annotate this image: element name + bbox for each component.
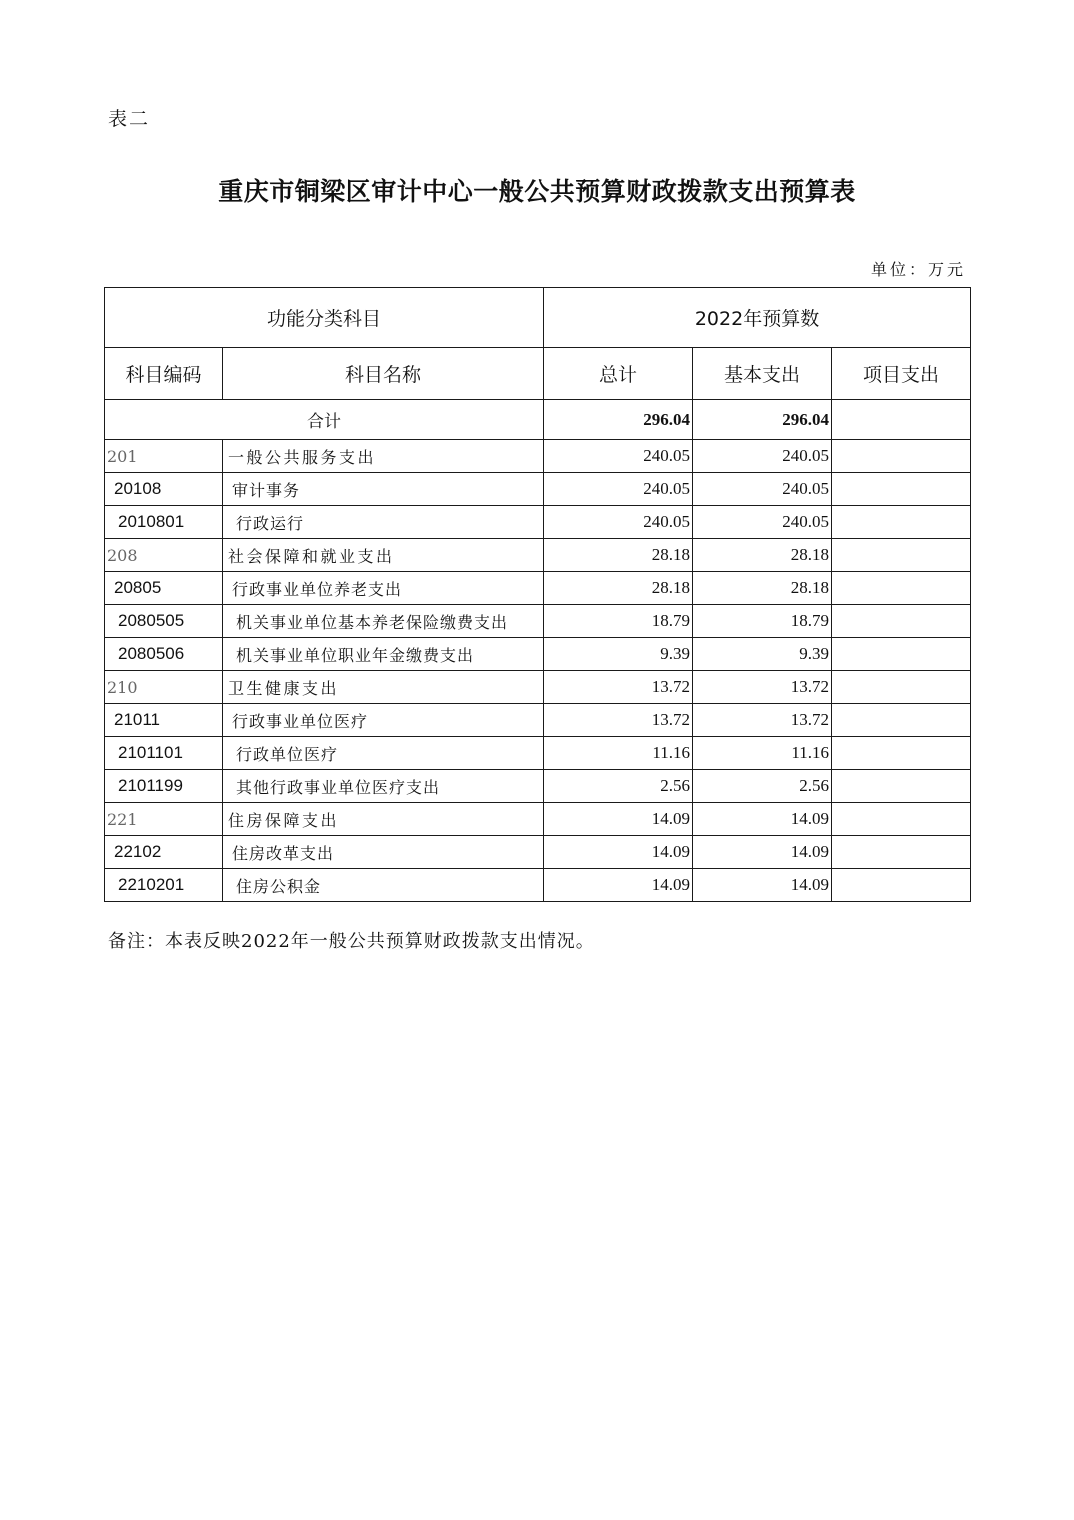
subject-name: 其他行政事业单位医疗支出 [223,770,544,803]
project-expense-value [832,737,971,770]
basic-expense-value: 14.09 [693,836,832,869]
basic-expense-value: 240.05 [693,473,832,506]
basic-expense-value: 18.79 [693,605,832,638]
basic-expense-value: 14.09 [693,803,832,836]
table-row [105,770,971,803]
total-value: 14.09 [544,836,693,869]
project-expense-value [832,770,971,803]
table-row [105,572,971,605]
unit-label: 单位：万元 [870,260,966,279]
basic-expense-value: 240.05 [693,506,832,539]
total-value: 240.05 [544,473,693,506]
header-subject-code: 科目编码 [105,348,223,400]
subject-name: 机关事业单位职业年金缴费支出 [223,638,544,671]
project-expense-value [832,803,971,836]
subject-code: 22102 [105,836,223,869]
project-expense-value [832,539,971,572]
subject-name: 机关事业单位基本养老保险缴费支出 [223,605,544,638]
table-row [105,638,971,671]
basic-expense-value: 11.16 [693,737,832,770]
project-expense-value [832,572,971,605]
subject-code: 208 [105,539,223,572]
table-row [105,836,971,869]
subject-code: 2101101 [105,737,223,770]
table-row [105,704,971,737]
project-expense-value [832,704,971,737]
subject-name: 住房公积金 [223,869,544,902]
subject-name: 一般公共服务支出 [223,440,544,473]
budget-table [104,287,971,902]
total-row [105,400,971,440]
total-label: 合计 [105,400,544,440]
total-value: 14.09 [544,869,693,902]
header-total: 总计 [544,348,693,400]
table-row [105,737,971,770]
basic-expense-value: 28.18 [693,572,832,605]
project-expense-value [832,638,971,671]
header-project-expense: 项目支出 [832,348,971,400]
subject-code: 2210201 [105,869,223,902]
total-value: 28.18 [544,539,693,572]
subject-name: 行政运行 [223,506,544,539]
total-basic: 296.04 [693,400,832,440]
total-value: 13.72 [544,671,693,704]
total-value: 13.72 [544,704,693,737]
subject-code: 210 [105,671,223,704]
basic-expense-value: 9.39 [693,638,832,671]
basic-expense-value: 28.18 [693,539,832,572]
subject-name: 行政单位医疗 [223,737,544,770]
subject-code: 221 [105,803,223,836]
subject-code: 201 [105,440,223,473]
basic-expense-value: 2.56 [693,770,832,803]
table-row [105,671,971,704]
project-expense-value [832,836,971,869]
subject-code: 2010801 [105,506,223,539]
table-row [105,539,971,572]
table-row [105,605,971,638]
table-row [105,803,971,836]
total-value: 240.05 [544,440,693,473]
project-expense-value [832,440,971,473]
header-group-row [105,288,971,348]
project-expense-value [832,473,971,506]
basic-expense-value: 240.05 [693,440,832,473]
total-value: 14.09 [544,803,693,836]
total-value: 2.56 [544,770,693,803]
header-budget-2022: 2022年预算数 [544,288,971,348]
header-column-row [105,348,971,400]
table-row [105,869,971,902]
total-project [832,400,971,440]
total-value: 18.79 [544,605,693,638]
header-subject-name: 科目名称 [223,348,544,400]
basic-expense-value: 14.09 [693,869,832,902]
subject-name: 住房保障支出 [223,803,544,836]
total-total: 296.04 [544,400,693,440]
subject-name: 住房改革支出 [223,836,544,869]
total-value: 28.18 [544,572,693,605]
subject-code: 2101199 [105,770,223,803]
subject-code: 20805 [105,572,223,605]
subject-code: 21011 [105,704,223,737]
total-value: 240.05 [544,506,693,539]
project-expense-value [832,506,971,539]
project-expense-value [832,869,971,902]
project-expense-value [832,605,971,638]
table-row [105,506,971,539]
subject-code: 20108 [105,473,223,506]
table-row [105,440,971,473]
basic-expense-value: 13.72 [693,671,832,704]
header-function-category: 功能分类科目 [105,288,544,348]
header-basic-expense: 基本支出 [693,348,832,400]
page-title: 重庆市铜梁区审计中心一般公共预算财政拨款支出预算表 [218,177,856,206]
project-expense-value [832,671,971,704]
subject-name: 卫生健康支出 [223,671,544,704]
table-row [105,473,971,506]
total-value: 9.39 [544,638,693,671]
total-value: 11.16 [544,737,693,770]
subject-name: 社会保障和就业支出 [223,539,544,572]
document-label: 表二 [108,108,151,130]
subject-code: 2080506 [105,638,223,671]
subject-code: 2080505 [105,605,223,638]
subject-name: 审计事务 [223,473,544,506]
subject-name: 行政事业单位医疗 [223,704,544,737]
basic-expense-value: 13.72 [693,704,832,737]
subject-name: 行政事业单位养老支出 [223,572,544,605]
footnote: 备注：本表反映2022年一般公共预算财政拨款支出情况。 [108,931,595,952]
